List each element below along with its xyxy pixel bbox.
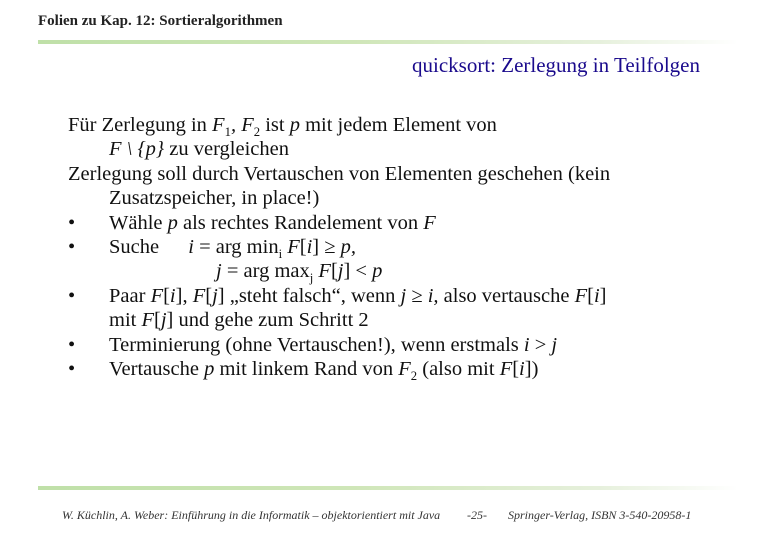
var: j bbox=[216, 260, 222, 283]
var: F bbox=[192, 284, 206, 307]
var: i bbox=[593, 284, 600, 307]
slide-body bbox=[68, 113, 748, 381]
text: mit bbox=[109, 309, 142, 332]
var: p bbox=[167, 211, 178, 234]
text: , bbox=[230, 114, 242, 136]
var: p bbox=[289, 114, 300, 136]
text: ]) bbox=[524, 357, 539, 380]
var: j bbox=[551, 333, 558, 356]
var: F bbox=[141, 309, 154, 332]
text-line bbox=[68, 308, 748, 332]
bullet-icon: • bbox=[68, 211, 76, 234]
text-line bbox=[68, 113, 748, 140]
text-line: Zerlegung soll durch Vertauschen von Elementen geschehen (kein bbox=[68, 162, 611, 185]
text: Vertausche bbox=[109, 357, 205, 380]
subscript: i bbox=[278, 247, 283, 262]
text: als rechtes Randelement von bbox=[177, 211, 424, 234]
var: F bbox=[109, 138, 122, 161]
subscript: 2 bbox=[253, 125, 261, 140]
top-divider bbox=[38, 40, 738, 44]
text: Terminierung (ohne Vertauschen!), wenn erstmals bbox=[109, 333, 524, 356]
bullet-item bbox=[68, 211, 748, 235]
var: j bbox=[160, 309, 167, 332]
bullet-item bbox=[68, 235, 748, 262]
text: Für Zerlegung in bbox=[68, 114, 213, 136]
text: ] und gehe zum Schritt 2 bbox=[166, 309, 369, 332]
subscript: 1 bbox=[224, 125, 231, 140]
text: ] ≥ bbox=[312, 235, 341, 258]
bullet-icon: • bbox=[68, 357, 76, 380]
text: ist bbox=[260, 114, 290, 136]
text: ] „steht falsch“, wenn bbox=[217, 284, 401, 307]
var: F bbox=[499, 357, 513, 380]
var: F bbox=[150, 284, 164, 307]
text: Suche bbox=[109, 235, 165, 258]
subscript: 2 bbox=[410, 369, 418, 383]
var: i bbox=[523, 333, 530, 356]
bottom-divider bbox=[38, 486, 738, 490]
var: F bbox=[574, 284, 588, 307]
text: ] bbox=[599, 284, 607, 307]
bullet-item bbox=[68, 284, 748, 308]
text: [ bbox=[330, 260, 338, 283]
footer-publisher: Springer-Verlag, ISBN 3-540-20958-1 bbox=[508, 508, 692, 522]
page-number: -25- bbox=[467, 508, 487, 522]
text-line bbox=[68, 259, 748, 286]
text: = arg max bbox=[221, 260, 310, 283]
bullet-item bbox=[68, 333, 748, 357]
text: ], bbox=[175, 284, 193, 307]
var: F bbox=[398, 357, 411, 380]
bullet-icon: • bbox=[68, 284, 76, 307]
var: \ {p} bbox=[121, 138, 165, 161]
text: [ bbox=[154, 309, 161, 332]
text: [ bbox=[512, 357, 520, 380]
text: [ bbox=[163, 284, 170, 307]
text-line: Zusatzspeicher, in place!) bbox=[109, 187, 320, 210]
text: [ bbox=[587, 284, 594, 307]
var: j bbox=[212, 284, 218, 307]
var: p bbox=[372, 260, 383, 283]
var: p bbox=[204, 357, 215, 380]
text: (also mit bbox=[417, 357, 500, 380]
bullet-icon: • bbox=[68, 235, 76, 258]
var: F bbox=[423, 211, 436, 234]
var: F bbox=[318, 260, 331, 283]
var: i bbox=[306, 235, 313, 258]
text-line bbox=[68, 137, 748, 161]
bullet-icon: • bbox=[68, 333, 76, 356]
text: Wähle bbox=[109, 211, 168, 234]
slide-title: quicksort: Zerlegung in Teilfolgen bbox=[412, 53, 700, 77]
var: F bbox=[287, 235, 300, 258]
text: = arg min bbox=[193, 235, 279, 258]
var: i bbox=[169, 284, 176, 307]
text: ] < bbox=[343, 260, 373, 283]
footer-citation: W. Küchlin, A. Weber: Einführung in die Informatik – objektorientiert mit Java bbox=[62, 508, 441, 522]
text: [ bbox=[205, 284, 213, 307]
var: i bbox=[519, 357, 525, 380]
text: > bbox=[529, 333, 552, 356]
var: j bbox=[337, 260, 344, 283]
text: mit jedem Element von bbox=[299, 114, 497, 136]
var: i bbox=[188, 235, 194, 258]
subscript: j bbox=[309, 271, 314, 286]
slide-header: Folien zu Kap. 12: Sortieralgorithmen bbox=[38, 13, 283, 29]
var: F bbox=[212, 114, 225, 136]
text: [ bbox=[299, 235, 307, 258]
text: ≥ bbox=[406, 284, 428, 307]
var: j bbox=[400, 284, 407, 307]
text: also vertausche bbox=[438, 284, 575, 307]
var: p, bbox=[340, 235, 356, 258]
text: mit linkem Rand von bbox=[214, 357, 399, 380]
bullet-item bbox=[68, 357, 748, 381]
text: Paar bbox=[109, 284, 151, 307]
var: i, bbox=[427, 284, 439, 307]
text: zu vergleichen bbox=[164, 138, 289, 161]
var: F bbox=[241, 114, 254, 136]
